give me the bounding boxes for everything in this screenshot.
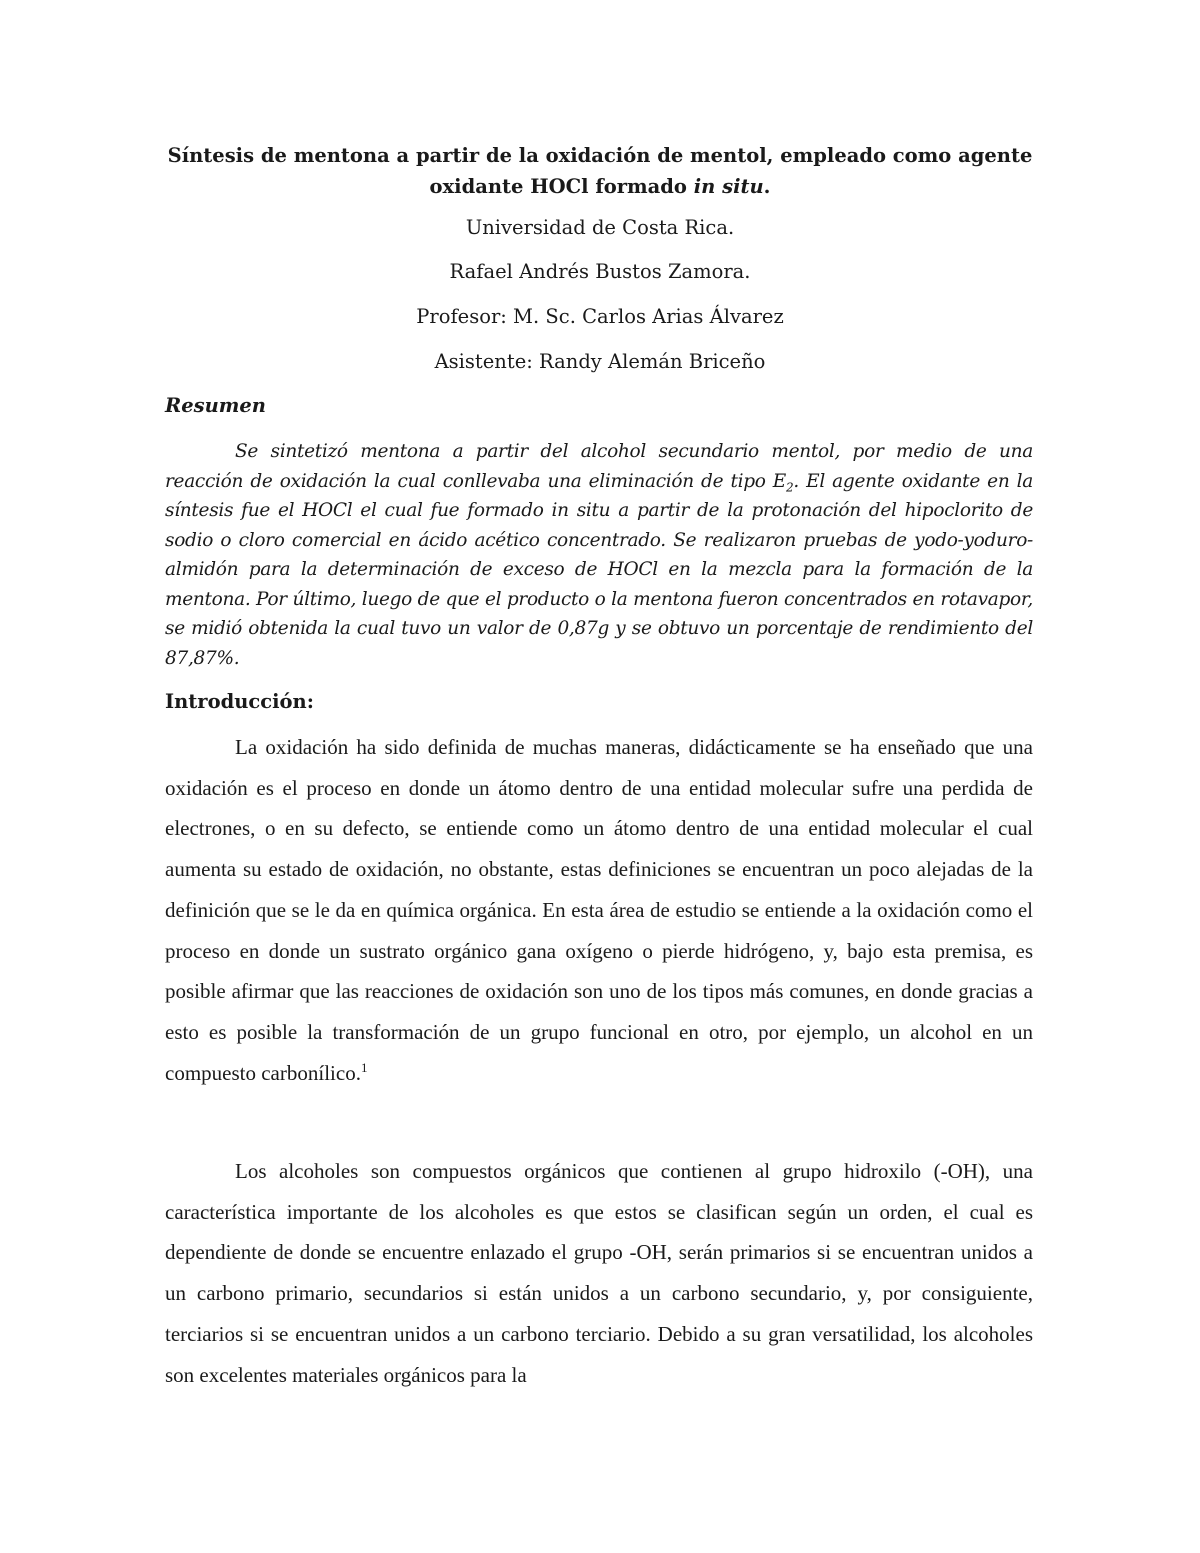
title-line-2: oxidante HOCl formado <box>429 175 694 198</box>
assistant-line: Asistente: Randy Alemán Briceño <box>434 350 766 373</box>
abstract-text <box>165 437 1033 673</box>
abstract-text-part-1: Se sintetizó mentona a partir del alcohol secundario mentol, por medio de una reacción de oxidación la cual conllevaba una eliminación de tipo E <box>165 441 1033 492</box>
document-title <box>160 140 1040 202</box>
title-line-1: Síntesis de mentona a partir de la oxidación de mentol, empleado como agente <box>167 144 1033 167</box>
abstract-heading: Resumen <box>165 394 266 417</box>
abstract-subscript: 2 <box>786 480 794 495</box>
paragraph-1-text: La oxidación ha sido definida de muchas maneras, didácticamente se ha enseñado que una oxidación es el proceso en donde un átomo dentro de una entidad molecular sufre una perdida de electrones, o en su defecto, se entiende como un átomo dentro de una entidad molecular el cual aumenta su estado de oxidación, no obstante, estas definiciones se encuentran un poco alejadas de la definición que se le da en química orgánica. En esta área de estudio se entiende a la oxidación como el proceso en donde un sustrato orgánico gana oxígeno o pierde hidrógeno, y, bajo esta premisa, es posible afirmar que las reacciones de oxidación son uno de los tipos más comunes, en donde gracias a esto es posible la transformación de un grupo funcional en otro, por ejemplo, un alcohol en un compuesto carbonílico. <box>165 735 1033 1085</box>
abstract-text-part-2: . El agente oxidante en la síntesis fue el HOCl el cual fue formado in situ a partir de la protonación del hipoclorito de sodio o cloro comercial en ácido acético concentrado. Se realizaron pruebas de yodo-yoduro-almidón para la determinación de exceso de HOCl en la mezcla para la formación de la mentona. Por último, luego de que el producto o la mentona fueron concentrados en rotavapor, se midió obtenida la cual tuvo un valor de 0,87g y se obtuvo un porcentaje de rendimiento del 87,87%. <box>165 470 1033 669</box>
citation-reference: 1 <box>360 1059 368 1075</box>
author-name: Rafael Andrés Bustos Zamora. <box>449 260 751 283</box>
affiliation: Universidad de Costa Rica. <box>465 216 735 239</box>
title-period: . <box>763 175 771 198</box>
title-italic-in-situ: in situ <box>693 175 764 198</box>
introduction-paragraph-2: Los alcoholes son compuestos orgánicos que contienen al grupo hidroxilo (-OH), una característica importante de los alcoholes es que estos se clasifican según un orden, el cual es dependiente de donde se encuentre enlazado el grupo -OH, serán primarios si se encuentran unidos a un carbono primario, secundarios si están unidos a un carbono secundario, y, por consiguiente, terciarios si se encuentran unidos a un carbono terciario. Debido a su gran versatilidad, los alcoholes son excelentes materiales orgánicos para la <box>165 1159 1033 1387</box>
professor-line: Profesor: M. Sc. Carlos Arias Álvarez <box>416 305 784 328</box>
introduction-heading: Introducción: <box>165 690 314 713</box>
introduction-paragraph-1 <box>165 727 1033 1093</box>
